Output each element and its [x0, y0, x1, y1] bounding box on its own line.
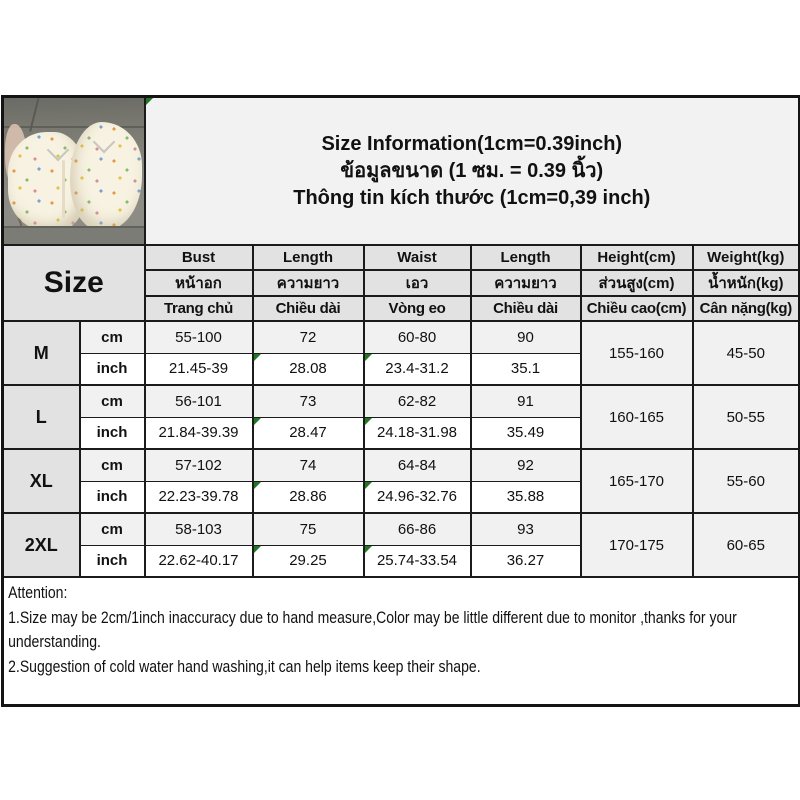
cell-length-inch	[253, 545, 364, 577]
cell-bust-cm: 55-100	[145, 321, 253, 353]
cell-length2-inch: 35.49	[471, 417, 581, 449]
size-chart-sheet	[1, 95, 798, 707]
cell-bust-cm: 57-102	[145, 449, 253, 481]
cell-value: 24.18-31.98	[376, 424, 458, 442]
unit-inch: inch	[80, 481, 145, 513]
attention-heading: Attention:	[8, 583, 68, 602]
size-column-header: Size	[3, 245, 145, 321]
attention-line-1: 1.Size may be 2cm/1inch inaccuracy due to hand measure,Color may be little different due to monitor ,thanks for your understanding.	[8, 607, 737, 651]
cell-height: 165-170	[581, 449, 693, 513]
corner-flag-icon	[254, 354, 261, 361]
cell-length-inch	[253, 353, 364, 385]
header-length-th: ความยาว	[253, 270, 364, 296]
cell-waist-inch	[364, 481, 471, 513]
cell-length2-cm: 92	[471, 449, 581, 481]
title-line-th: ข้อมูลขนาด (1 ซม. = 0.39 นิ้ว)	[340, 159, 604, 182]
header-bust-th: หน้าอก	[145, 270, 253, 296]
cell-length2-cm: 90	[471, 321, 581, 353]
header-weight: Weight(kg)	[693, 245, 800, 270]
cell-value: 28.47	[289, 424, 327, 442]
cell-height: 170-175	[581, 513, 693, 577]
header-bust-vi: Trang chủ	[145, 296, 253, 321]
sofa-base	[4, 226, 144, 244]
corner-flag-icon	[365, 354, 372, 361]
unit-inch: inch	[80, 417, 145, 449]
corner-flag-icon	[254, 546, 261, 553]
attention-section	[3, 577, 800, 706]
header-length-2-vi: Chiều dài	[471, 296, 581, 321]
header-length-2: Length	[471, 245, 581, 270]
table-row	[3, 513, 800, 545]
corner-flag-icon	[146, 98, 153, 105]
cell-waist-cm: 64-84	[364, 449, 471, 481]
cell-bust-inch: 21.45-39	[145, 353, 253, 385]
cell-length-cm: 72	[253, 321, 364, 353]
cell-value: 24.96-32.76	[376, 488, 458, 506]
table-row	[3, 321, 800, 353]
cell-length2-cm: 91	[471, 385, 581, 417]
corner-flag-icon	[365, 546, 372, 553]
title-line-vi: Thông tin kích thước (1cm=0,39 inch)	[293, 186, 651, 209]
cell-weight: 50-55	[693, 385, 800, 449]
table-row	[3, 385, 800, 417]
cell-length-cm: 73	[253, 385, 364, 417]
cell-bust-cm: 58-103	[145, 513, 253, 545]
cell-length-cm: 75	[253, 513, 364, 545]
fabric-fold	[62, 160, 65, 218]
header-height-th: ส่วนสูง(cm)	[581, 270, 693, 296]
unit-cm: cm	[80, 321, 145, 353]
cell-bust-inch: 22.62-40.17	[145, 545, 253, 577]
header-length: Length	[253, 245, 364, 270]
cell-waist-inch	[364, 353, 471, 385]
header-waist: Waist	[364, 245, 471, 270]
cell-bust-cm: 56-101	[145, 385, 253, 417]
product-photo	[4, 98, 144, 244]
cell-length-inch	[253, 417, 364, 449]
header-waist-th: เอว	[364, 270, 471, 296]
header-weight-vi: Cân nặng(kg)	[693, 296, 800, 321]
cell-weight: 60-65	[693, 513, 800, 577]
size-label-2xl: 2XL	[3, 513, 80, 577]
cell-value: 28.08	[289, 360, 327, 378]
cell-value: 28.86	[289, 488, 327, 506]
cell-height: 160-165	[581, 385, 693, 449]
attention-line-2: 2.Suggestion of cold water hand washing,it can help items keep their shape.	[8, 656, 481, 676]
cell-length2-inch: 35.88	[471, 481, 581, 513]
cell-waist-inch	[364, 545, 471, 577]
corner-flag-icon	[365, 418, 372, 425]
unit-cm: cm	[80, 513, 145, 545]
size-label-l: L	[3, 385, 80, 449]
cell-bust-inch: 22.23-39.78	[145, 481, 253, 513]
unit-inch: inch	[80, 545, 145, 577]
cell-length-cm: 74	[253, 449, 364, 481]
cell-weight: 55-60	[693, 449, 800, 513]
title-line-en: Size Information(1cm=0.39inch)	[321, 132, 623, 155]
cell-weight: 45-50	[693, 321, 800, 385]
cell-waist-cm: 62-82	[364, 385, 471, 417]
attention-text-block	[4, 578, 800, 679]
size-chart-table	[1, 95, 800, 707]
table-row	[3, 449, 800, 481]
cell-length2-cm: 93	[471, 513, 581, 545]
corner-flag-icon	[254, 418, 261, 425]
cell-length2-inch: 35.1	[471, 353, 581, 385]
size-label-xl: XL	[3, 449, 80, 513]
cell-value: 29.25	[289, 552, 327, 570]
unit-cm: cm	[80, 385, 145, 417]
cell-waist-cm: 60-80	[364, 321, 471, 353]
cell-waist-inch	[364, 417, 471, 449]
cell-length2-inch: 36.27	[471, 545, 581, 577]
corner-flag-icon	[254, 482, 261, 489]
header-height: Height(cm)	[581, 245, 693, 270]
header-length-vi: Chiều dài	[253, 296, 364, 321]
header-waist-vi: Vòng eo	[364, 296, 471, 321]
title-cell	[145, 97, 800, 246]
unit-cm: cm	[80, 449, 145, 481]
cell-bust-inch: 21.84-39.39	[145, 417, 253, 449]
cell-waist-cm: 66-86	[364, 513, 471, 545]
cell-length-inch	[253, 481, 364, 513]
header-weight-th: น้ำหนัก(kg)	[693, 270, 800, 296]
header-bust: Bust	[145, 245, 253, 270]
cell-height: 155-160	[581, 321, 693, 385]
cell-value: 23.4-31.2	[385, 360, 449, 378]
cell-value: 25.74-33.54	[376, 552, 458, 570]
size-label-m: M	[3, 321, 80, 385]
unit-inch: inch	[80, 353, 145, 385]
product-photo-cell	[3, 97, 145, 246]
header-length-2-th: ความยาว	[471, 270, 581, 296]
corner-flag-icon	[365, 482, 372, 489]
header-height-vi: Chiều cao(cm)	[581, 296, 693, 321]
